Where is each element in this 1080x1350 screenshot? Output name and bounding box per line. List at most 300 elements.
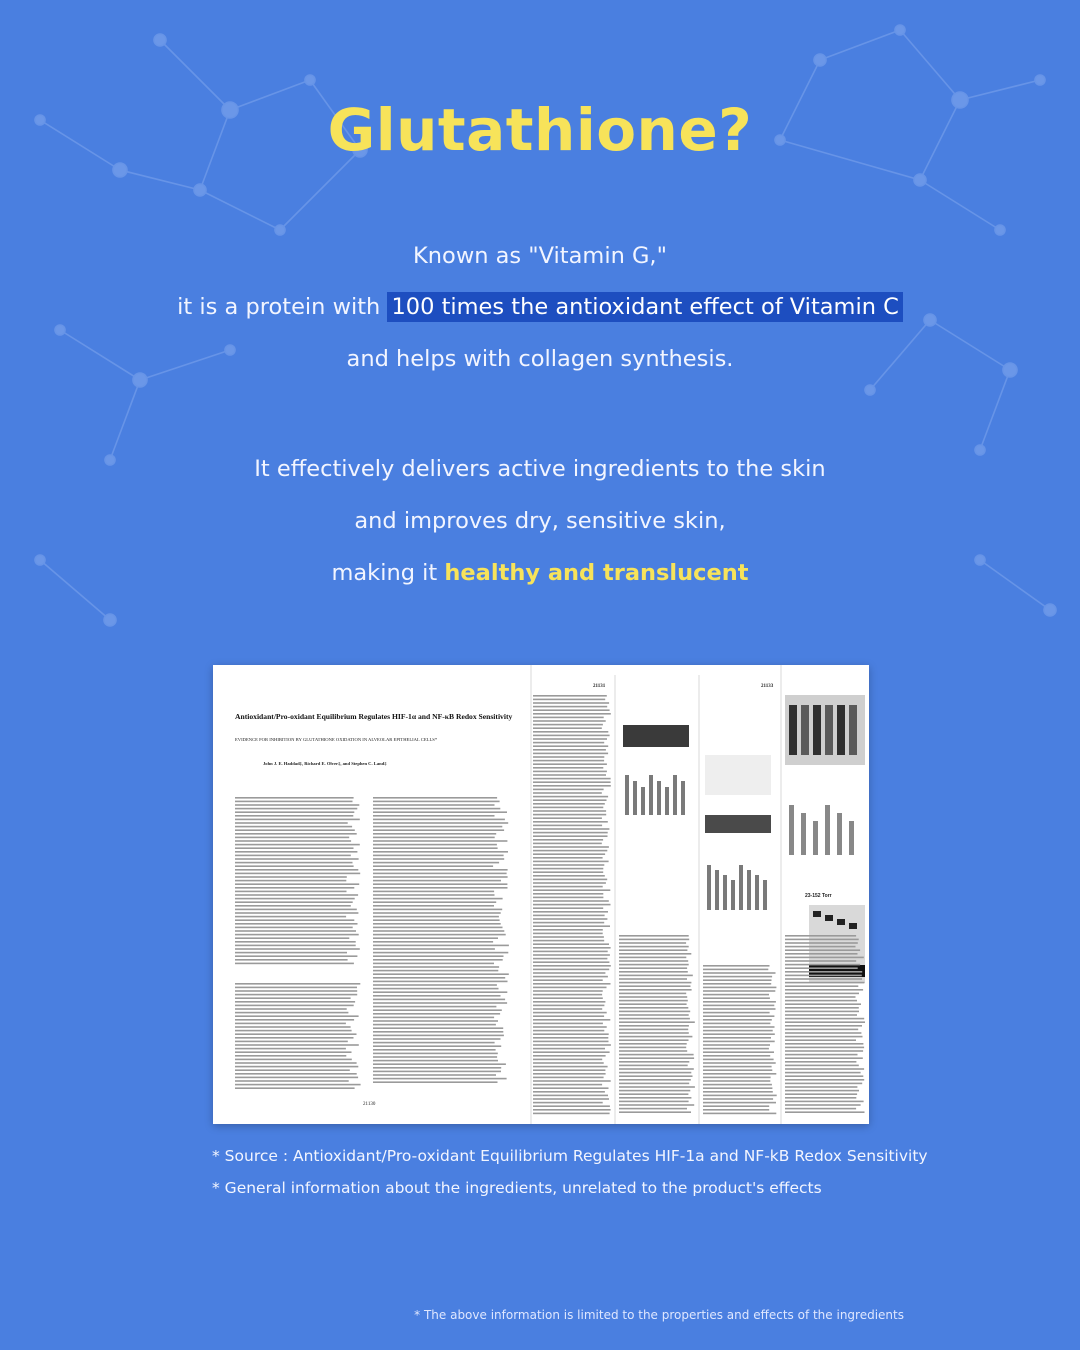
paper-text-line: [619, 1021, 695, 1023]
paper-text-line: [533, 839, 603, 841]
paper-chart-label: 23-152 Torr: [805, 893, 832, 899]
paper-text-line: [373, 934, 506, 936]
paper-subtitle: EVIDENCE FOR INHIBITION BY GLUTATHIONE OXIDATION IN ALVEOLAR EPITHELIAL CELLS*: [235, 737, 438, 742]
paper-text-line: [533, 796, 608, 798]
paper-text-line: [785, 1101, 864, 1103]
paper-text-line: [235, 1087, 355, 1089]
paper-text-line: [533, 778, 611, 780]
paper-text-line: [619, 1036, 692, 1038]
paper-text-line: [533, 1062, 604, 1064]
paper-text-line: [785, 1011, 859, 1013]
paper-text-line: [373, 898, 503, 900]
paper-text-line: [533, 850, 607, 852]
paper-text-line: [703, 1001, 776, 1003]
paper-text-line: [785, 989, 863, 991]
gel-lane: [789, 705, 797, 755]
paper-text-line: [619, 1007, 688, 1009]
paper-text-line: [619, 942, 686, 944]
paper-text-line: [785, 975, 862, 977]
paper-text-line: [533, 900, 609, 902]
paper-text-line: [533, 699, 605, 701]
paper-text-line: [785, 982, 864, 984]
paper-text-line: [235, 801, 353, 803]
paper-text-line: [533, 1012, 607, 1014]
paper-text-line: [785, 1039, 856, 1041]
gel-lane: [837, 705, 845, 755]
paper-text-line: [703, 1077, 771, 1079]
bar-chart-bar: [731, 880, 735, 910]
paper-text-line: [785, 1050, 863, 1052]
paper-text-line: [703, 1069, 772, 1071]
paper-text-line: [533, 875, 605, 877]
paper-text-line: [373, 887, 508, 889]
paper-text-line: [533, 803, 605, 805]
paper-text-line: [235, 876, 347, 878]
gel-lane: [825, 705, 833, 755]
paper-text-line: [785, 985, 858, 987]
paper-text-line: [619, 1003, 687, 1005]
paper-text-line: [373, 1056, 497, 1058]
paper-text-line: [619, 1000, 688, 1002]
paper-text-line: [785, 1018, 864, 1020]
paper-text-line: [533, 843, 602, 845]
bar-chart-bar: [715, 870, 719, 910]
paper-text-line: [703, 1033, 775, 1035]
paper-text-line: [785, 957, 864, 959]
paper-text-line: [235, 1059, 352, 1061]
paper-text-line: [703, 1023, 770, 1025]
paper-text-line: [533, 753, 608, 755]
paper-text-line: [373, 927, 503, 929]
paper-text-line: [373, 977, 505, 979]
paper-text-line: [373, 981, 508, 983]
paper-text-line: [235, 873, 360, 875]
paper-text-line: [533, 1019, 610, 1021]
paper-text-line: [235, 997, 351, 999]
paper-text-line: [785, 1003, 861, 1005]
paper-text-line: [373, 923, 501, 925]
paper-text-line: [785, 1072, 861, 1074]
paper-text-line: [703, 1105, 769, 1107]
paper-text-line: [533, 713, 611, 715]
paper-text-line: [533, 958, 607, 960]
paper-text-line: [533, 785, 611, 787]
paper-text-line: [533, 1033, 609, 1035]
paper-text-line: [619, 1079, 691, 1081]
paper-text-line: [533, 1073, 606, 1075]
paper-text-line: [533, 835, 608, 837]
paper-text-line: [235, 959, 348, 961]
bar-chart-bar: [681, 781, 685, 815]
paper-text-line: [533, 1066, 608, 1068]
paper-text-line: [533, 1077, 604, 1079]
paper-text-line: [235, 1073, 357, 1075]
paper-text-line: [785, 960, 856, 962]
general-info-note: * General information about the ingredients, unrelated to the product's effects: [212, 1179, 822, 1197]
paper-text-line: [703, 1059, 774, 1061]
paper-text-line: [703, 1055, 770, 1057]
intro-line-2-prefix: it is a protein with: [177, 294, 388, 320]
paper-text-line: [703, 1095, 777, 1097]
bar-chart-bar: [763, 880, 767, 910]
paper-text-line: [533, 760, 604, 762]
paper-text-line: [533, 997, 603, 999]
paper-text-line: [235, 862, 353, 864]
paper-text-line: [235, 804, 359, 806]
paper-text-line: [373, 808, 500, 810]
paper-text-line: [533, 720, 606, 722]
paper-text-line: [785, 1029, 858, 1031]
bar-chart-bar: [723, 875, 727, 910]
paper-text-line: [235, 855, 351, 857]
paper-text-line: [533, 1098, 609, 1100]
paper-title: Antioxidant/Pro-oxidant Equilibrium Regulates HIF-1α and NF-κB Redox Sensitivity: [235, 712, 513, 721]
paper-text-line: [703, 997, 770, 999]
paper-text-line: [703, 1080, 770, 1082]
paper-text-line: [235, 1012, 348, 1014]
bar-chart-bar: [739, 865, 743, 910]
paper-text-line: [619, 1029, 688, 1031]
paper-text-line: [235, 987, 357, 989]
paper-text-line: [373, 894, 495, 896]
bar-chart-bar: [625, 775, 629, 815]
paper-text-line: [533, 1087, 609, 1089]
paper-text-line: [785, 1093, 857, 1095]
paper-text-line: [785, 939, 859, 941]
paper-text-line: [235, 880, 346, 882]
paper-text-line: [235, 1084, 361, 1086]
paper-text-line: [235, 1077, 358, 1079]
paper-text-line: [533, 904, 611, 906]
western-blot-band: [623, 725, 689, 747]
paper-text-line: [373, 862, 499, 864]
paper-text-line: [235, 865, 354, 867]
paper-text-line: [619, 1072, 691, 1074]
paper-text-line: [235, 840, 351, 842]
paper-text-line: [785, 1036, 863, 1038]
translucent-highlight: healthy and translucent: [444, 560, 749, 586]
paper-text-line: [785, 1065, 859, 1067]
paper-text-line: [533, 821, 608, 823]
paper-text-line: [533, 915, 605, 917]
paper-text-line: [703, 990, 775, 992]
paper-text-line: [533, 1055, 606, 1057]
paper-text-line: [373, 959, 503, 961]
paper-text-line: [533, 1030, 604, 1032]
paper-text-line: [235, 815, 353, 817]
paper-text-line: [373, 901, 496, 903]
paper-text-line: [785, 1079, 864, 1081]
paper-text-line: [533, 861, 609, 863]
paper-text-line: [785, 942, 858, 944]
paper-text-line: [235, 819, 360, 821]
paper-text-line: [785, 1090, 859, 1092]
paper-text-line: [533, 774, 606, 776]
paper-text-line: [785, 1097, 856, 1099]
paper-text-line: [533, 1001, 605, 1003]
paper-text-line: [235, 905, 351, 907]
paper-text-line: [533, 1026, 607, 1028]
paper-text-line: [373, 869, 508, 871]
paper-text-line: [235, 941, 356, 943]
source-note: * Source : Antioxidant/Pro-oxidant Equilibrium Regulates HIF-1a and NF-kB Redox Sensitivity: [212, 1147, 928, 1165]
bar-chart-bar: [849, 821, 854, 855]
paper-text-line: [235, 1080, 349, 1082]
paper-text-line: [619, 1086, 695, 1088]
benefit-line-3-prefix: making it: [331, 560, 445, 586]
paper-text-line: [235, 1044, 359, 1046]
paper-text-line: [533, 907, 603, 909]
paper-text-line: [619, 996, 687, 998]
paper-text-line: [533, 709, 610, 711]
paper-text-line: [235, 1041, 348, 1043]
paper-text-line: [533, 972, 605, 974]
paper-text-line: [373, 966, 499, 968]
paper-text-line: [373, 1049, 496, 1051]
intro-line-3: and helps with collagen synthesis.: [346, 346, 734, 372]
paper-text-line: [619, 1018, 690, 1020]
paper-text-line: [619, 964, 689, 966]
paper-text-line: [619, 1025, 689, 1027]
paper-text-line: [235, 963, 354, 965]
paper-text-line: [533, 832, 608, 834]
paper-text-line: [533, 943, 609, 945]
paper-text-line: [373, 905, 494, 907]
paper-text-line: [373, 1031, 503, 1033]
paper-text-line: [373, 797, 497, 799]
paper-text-line: [533, 781, 611, 783]
paper-text-line: [785, 1068, 864, 1070]
paper-text-line: [235, 1026, 351, 1028]
paper-text-line: [235, 1019, 354, 1021]
paper-text-line: [373, 801, 500, 803]
paper-text-line: [703, 987, 776, 989]
paper-text-line: [373, 973, 509, 975]
paper-text-line: [619, 989, 692, 991]
paper-text-line: [785, 1025, 862, 1027]
paper-text-line: [373, 826, 502, 828]
paper-text-line: [373, 837, 495, 839]
gel-band: [849, 923, 857, 929]
paper-text-line: [235, 930, 356, 932]
paper-text-line: [703, 969, 768, 971]
paper-text-line: [373, 1081, 498, 1083]
paper-text-line: [373, 1060, 498, 1062]
paper-text-line: [533, 763, 607, 765]
bar-chart-bar: [633, 781, 637, 815]
paper-text-line: [373, 804, 495, 806]
paper-text-line: [533, 976, 608, 978]
paper-text-line: [235, 909, 357, 911]
paper-text-line: [373, 1035, 504, 1037]
paper-text-line: [373, 833, 496, 835]
bar-chart-bar: [837, 813, 842, 855]
paper-text-line: [619, 982, 691, 984]
paper-text-line: [235, 937, 349, 939]
paper-text-line: [373, 880, 501, 882]
paper-text-line: [235, 797, 354, 799]
paper-text-line: [619, 1104, 694, 1106]
gel-band: [837, 919, 845, 925]
paper-text-line: [373, 912, 501, 914]
paper-text-line: [533, 1102, 603, 1104]
benefit-line-2: and improves dry, sensitive skin,: [354, 508, 726, 534]
paper-text-line: [235, 811, 354, 813]
paper-text-line: [533, 1091, 605, 1093]
paper-text-line: [785, 953, 858, 955]
paper-text-line: [703, 1087, 772, 1089]
paper-text-line: [373, 1020, 498, 1022]
paper-text-line: [373, 937, 498, 939]
bar-chart-bar: [673, 775, 677, 815]
paper-text-line: [533, 1041, 609, 1043]
paper-text-line: [373, 1063, 506, 1065]
paper-text-line: [533, 868, 603, 870]
research-paper-image: [213, 665, 869, 1124]
paper-text-line: [373, 840, 507, 842]
paper-text-line: [373, 999, 505, 1001]
paper-text-line: [533, 990, 603, 992]
paper-text-line: [785, 1061, 856, 1063]
paper-text-line: [533, 882, 606, 884]
paper-text-line: [373, 963, 494, 965]
antioxidant-highlight: 100 times the antioxidant effect of Vitamin C: [387, 292, 902, 322]
paper-text-line: [619, 1075, 693, 1077]
paper-text-line: [785, 946, 856, 948]
paper-text-line: [373, 883, 507, 885]
paper-text-line: [533, 897, 603, 899]
page-title: Glutathione?: [327, 96, 753, 164]
paper-text-line: [703, 1098, 773, 1100]
paper-text-line: [785, 993, 859, 995]
paper-text-line: [703, 976, 772, 978]
paper-text-line: [373, 1074, 496, 1076]
paper-text-line: [373, 1024, 496, 1026]
paper-text-line: [533, 738, 607, 740]
paper-text-line: [785, 1047, 864, 1049]
paper-text-line: [373, 1067, 501, 1069]
paper-text-line: [533, 1069, 605, 1071]
paper-text-line: [703, 1051, 774, 1053]
paper-text-line: [373, 1071, 501, 1073]
paper-text-line: [785, 971, 862, 973]
gel-lane: [849, 705, 857, 755]
paper-text-line: [619, 1090, 690, 1092]
paper-text-line: [703, 979, 772, 981]
paper-text-line: [373, 945, 509, 947]
paper-text-line: [785, 967, 858, 969]
paper-text-line: [619, 1093, 688, 1095]
paper-text-line: [533, 871, 603, 873]
paper-text-line: [533, 1080, 611, 1082]
paper-text-line: [373, 1038, 501, 1040]
paper-text-line: [373, 916, 499, 918]
paper-text-line: [533, 702, 609, 704]
paper-text-line: [703, 1005, 774, 1007]
paper-text-line: [785, 964, 860, 966]
gel-lane: [801, 705, 809, 755]
paper-text-line: [235, 1066, 358, 1068]
paper-text-line: [235, 887, 354, 889]
paper-text-line: [533, 947, 611, 949]
paper-text-line: [619, 1065, 688, 1067]
paper-text-line: [373, 1042, 495, 1044]
paper-text-line: [235, 1055, 346, 1057]
paper-text-line: [533, 846, 609, 848]
paper-text-line: [533, 961, 609, 963]
paper-text-line: [703, 1091, 773, 1093]
paper-text-line: [619, 1054, 694, 1056]
paper-text-line: [785, 1043, 863, 1045]
paper-text-line: [533, 799, 607, 801]
paper-text-line: [619, 960, 688, 962]
paper-text-line: [373, 991, 507, 993]
paper-text-line: [235, 923, 358, 925]
bar-chart-bar: [789, 805, 794, 855]
paper-text-line: [533, 951, 608, 953]
paper-text-line: [619, 1039, 689, 1041]
intro-line-2: [0, 294, 1080, 320]
paper-text-line: [235, 1008, 347, 1010]
paper-text-line: [373, 829, 504, 831]
paper-text-line: [785, 978, 862, 980]
paper-text-line: [785, 1000, 857, 1002]
paper-text-line: [373, 847, 498, 849]
bar-chart-bar: [813, 821, 818, 855]
paper-text-line: [235, 990, 357, 992]
paper-text-line: [235, 851, 357, 853]
paper-text-line: [619, 985, 691, 987]
paper-text-line: [703, 994, 769, 996]
paper-text-line: [533, 706, 607, 708]
paper-text-line: [235, 1037, 354, 1039]
paper-text-line: [373, 1009, 502, 1011]
paper-text-line: [533, 987, 607, 989]
paper-text-line: [785, 1032, 861, 1034]
gel-lane: [813, 705, 821, 755]
paper-text-line: [533, 735, 610, 737]
paper-text-line: [533, 969, 609, 971]
paper-text-line: [703, 1084, 772, 1086]
paper-text-line: [373, 955, 504, 957]
paper-text-line: [373, 1027, 503, 1029]
paper-text-line: [373, 930, 504, 932]
paper-text-line: [533, 1015, 604, 1017]
paper-text-line: [619, 1083, 689, 1085]
paper-text-line: [533, 742, 604, 744]
paper-text-line: [785, 1007, 859, 1009]
paper-text-line: [785, 1057, 863, 1059]
paper-text-line: [373, 919, 500, 921]
gel-band: [825, 915, 833, 921]
paper-text-line: [785, 1083, 862, 1085]
paper-text-line: [373, 815, 495, 817]
paper-text-line: [533, 929, 603, 931]
paper-text-line: [785, 1104, 861, 1106]
paper-text-line: [703, 1015, 774, 1017]
paper-text-line: [533, 864, 604, 866]
paper-text-line: [619, 1014, 689, 1016]
paper-text-line: [533, 1023, 603, 1025]
paper-text-line: [373, 1013, 500, 1015]
paper-text-line: [373, 909, 502, 911]
paper-text-line: [703, 1073, 776, 1075]
paper-text-line: [235, 858, 359, 860]
paper-text-line: [703, 965, 770, 967]
paper-text-line: [619, 1061, 689, 1063]
paper-text-line: [373, 851, 508, 853]
paper-text-line: [235, 1005, 354, 1007]
